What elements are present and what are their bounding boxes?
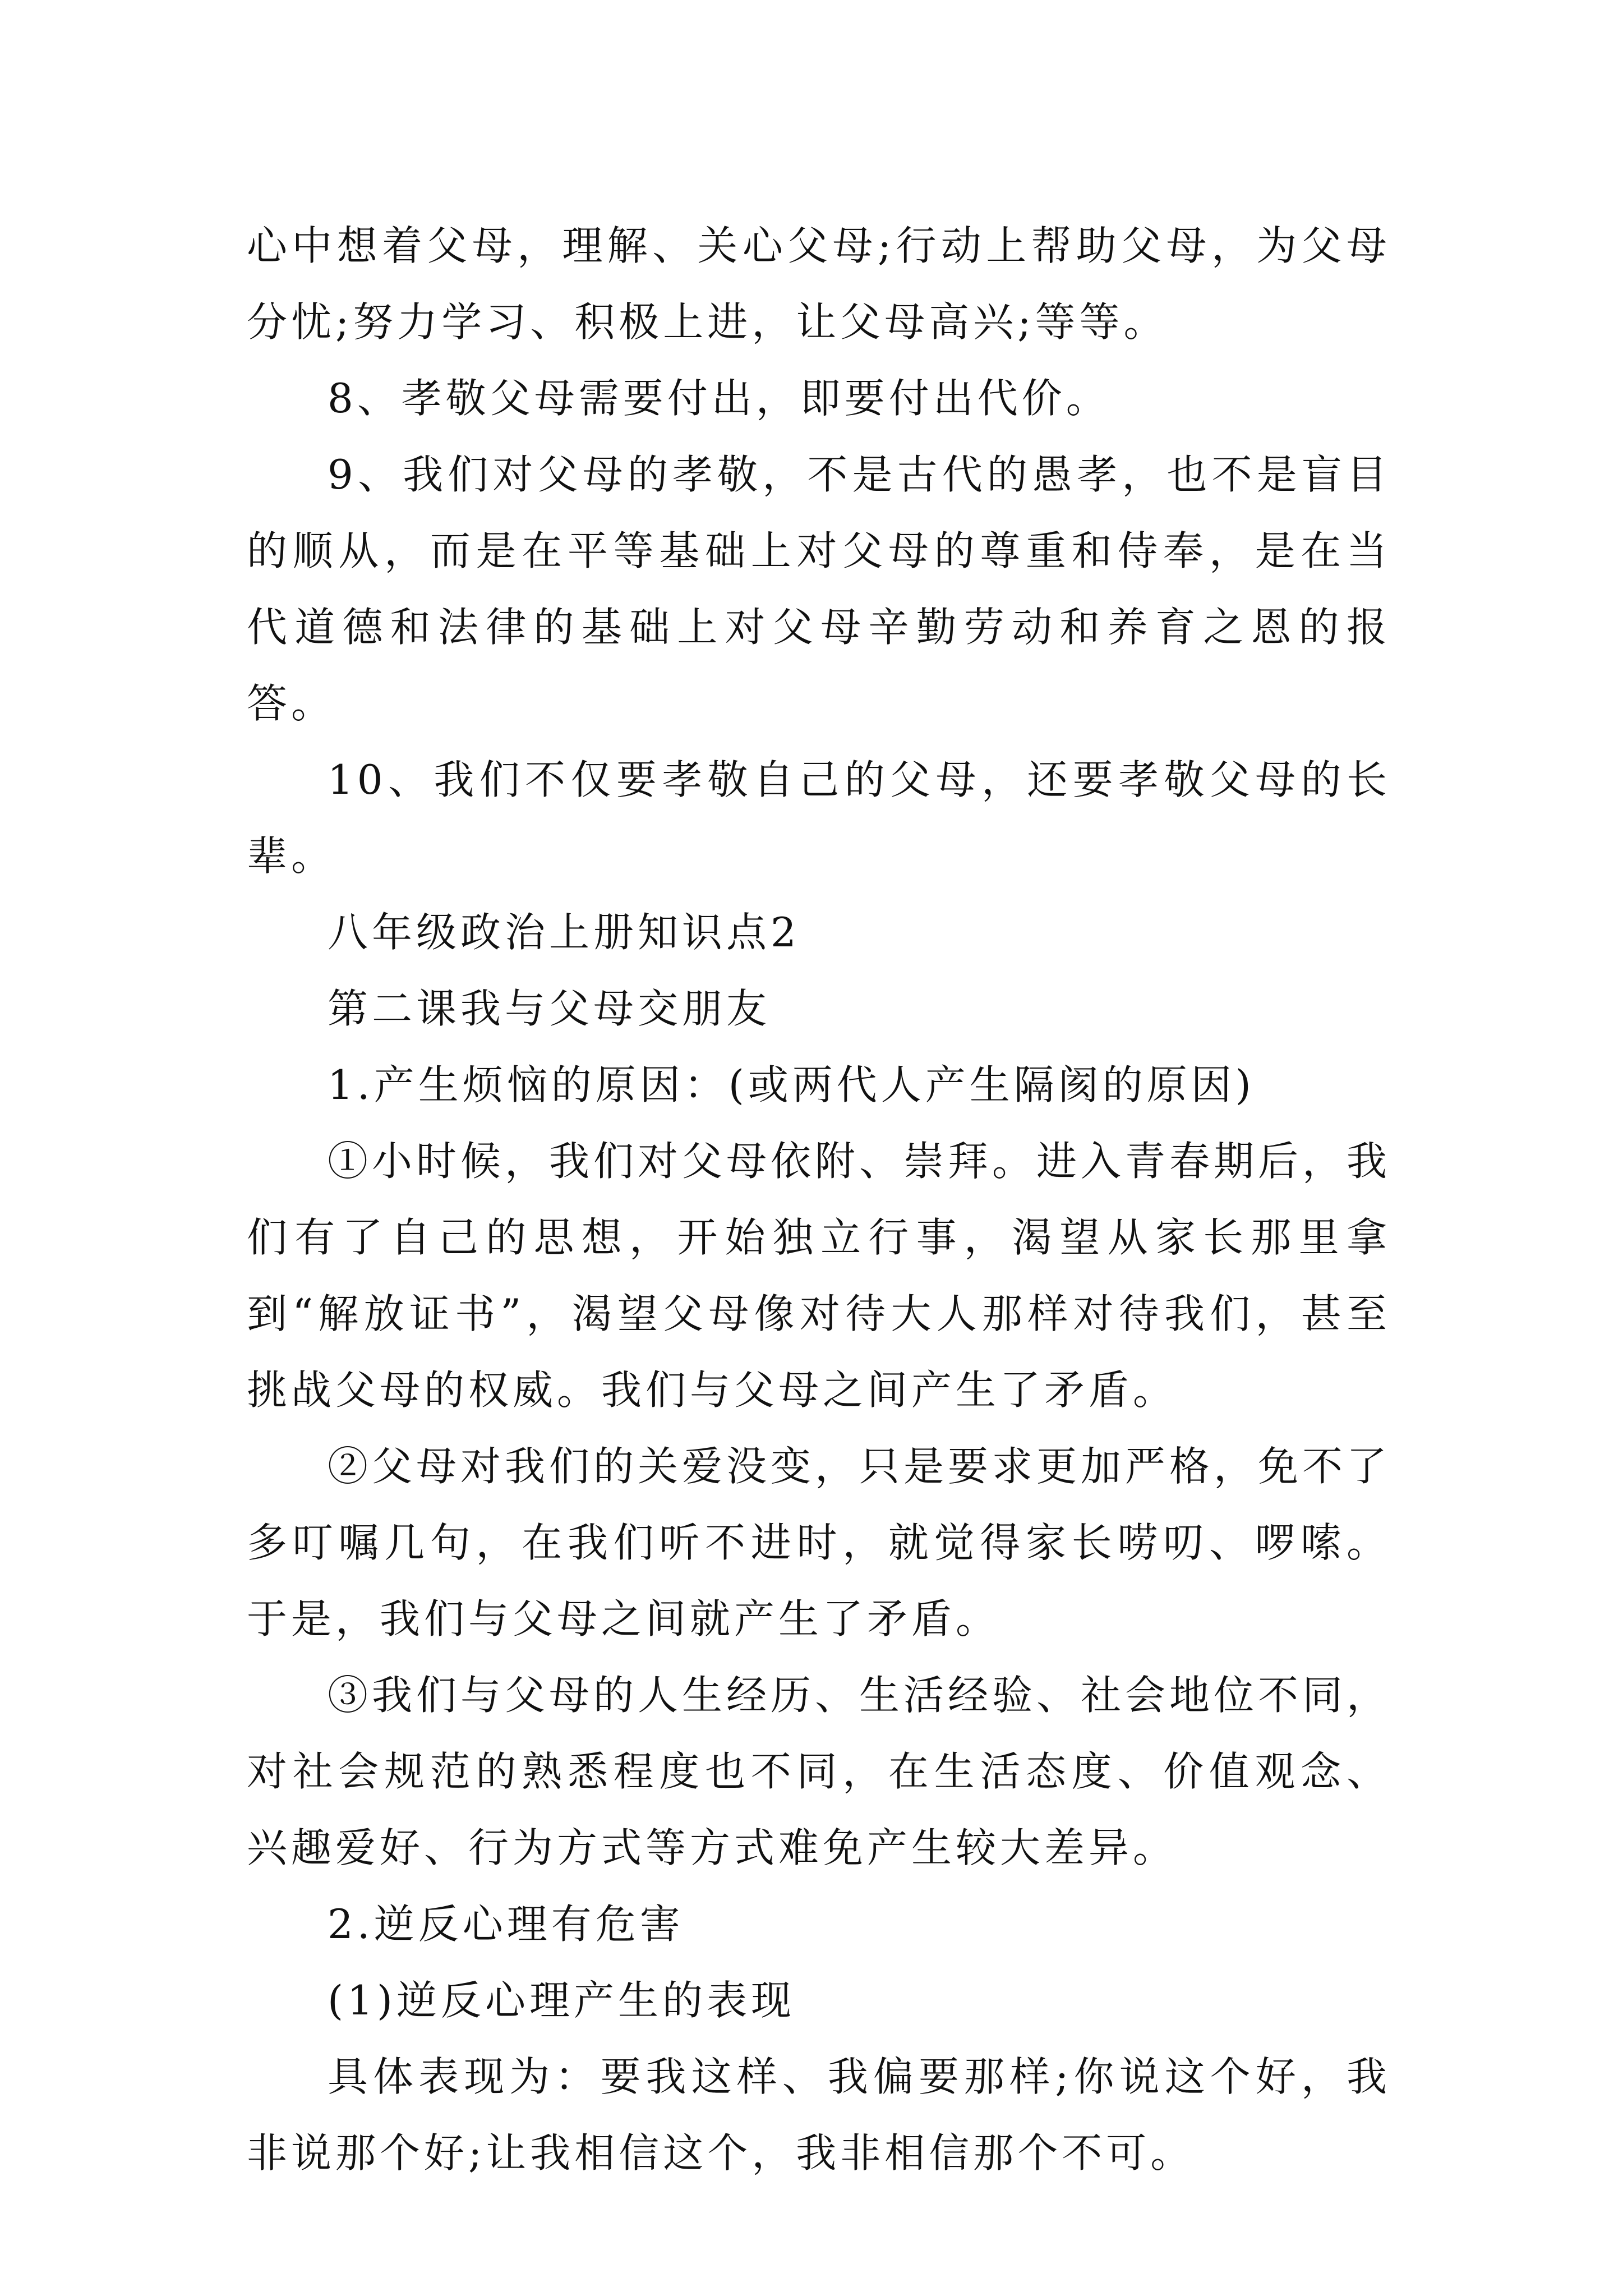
paragraph-reason-2: ②父母对我们的关爱没变，只是要求更加严格，免不了多叮嘱几句，在我们听不进时，就觉得家长唠叨、啰嗦。于是，我们与父母之间就产生了矛盾。 bbox=[247, 1443, 1391, 1642]
point-heading-2: 2.逆反心理有危害 bbox=[328, 1901, 684, 1948]
point-heading-1: 1.产生烦恼的原因：(或两代人产生隔阂的原因) bbox=[328, 1061, 1255, 1108]
paragraph-reason-1: ①小时候，我们对父母依附、崇拜。进入青春期后，我们有了自己的思想，开始独立行事，渴望从家长那里拿到“解放证书”，渴望父母像对待大人那样对待我们，甚至挑战父母的权威。我们与父母之间产生了矛盾。 bbox=[247, 1138, 1391, 1414]
document-body bbox=[247, 208, 1391, 2191]
paragraph-reason-3: ③我们与父母的人生经历、生活经验、社会地位不同，对社会规范的熟悉程度也不同，在生活态度、价值观念、兴趣爱好、行为方式等方式难免产生较大差异。 bbox=[247, 1672, 1391, 1871]
paragraph-item-9: 9、我们对父母的孝敬，不是古代的愚孝，也不是盲目的顺从，而是在平等基础上对父母的尊重和侍奉，是在当代道德和法律的基础上对父母辛勤劳动和养育之恩的报答。 bbox=[247, 451, 1391, 727]
section-heading: 八年级政治上册知识点2 bbox=[328, 909, 800, 956]
paragraph-item-8: 8、孝敬父母需要付出，即要付出代价。 bbox=[328, 375, 1110, 422]
paragraph-continuation: 心中想着父母，理解、关心父母;行动上帮助父母，为父母分忧;努力学习、积极上进，让父母高兴;等等。 bbox=[247, 222, 1391, 346]
subpoint-heading-1: (1)逆反心理产生的表现 bbox=[328, 1977, 795, 2024]
lesson-title: 第二课我与父母交朋友 bbox=[328, 985, 771, 1032]
paragraph-item-10: 10、我们不仅要孝敬自己的父母，还要孝敬父母的长辈。 bbox=[247, 756, 1391, 880]
paragraph-expression: 具体表现为：要我这样、我偏要那样;你说这个好，我非说那个好;让我相信这个，我非相信那个不可。 bbox=[247, 2053, 1391, 2177]
